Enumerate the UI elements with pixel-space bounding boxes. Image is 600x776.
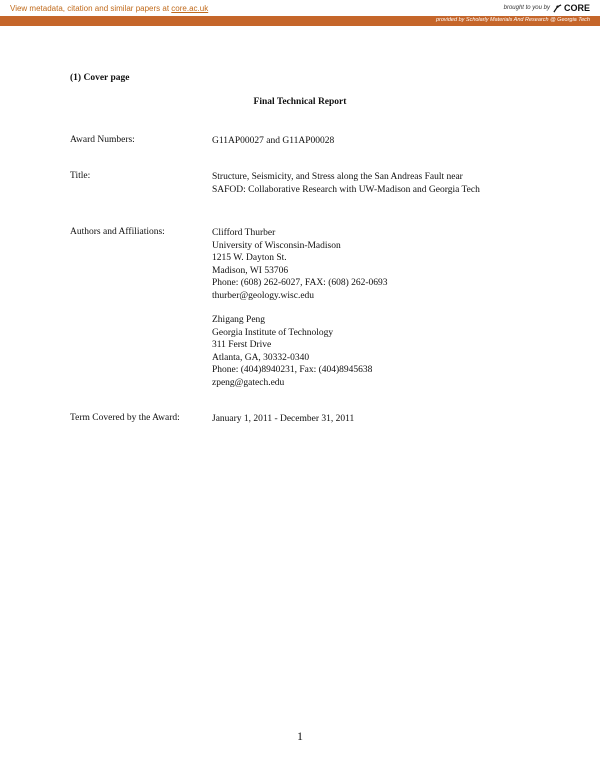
award-numbers-text: G11AP00027 and G11AP00028 bbox=[212, 136, 335, 146]
term-text: January 1, 2011 - December 31, 2011 bbox=[212, 414, 355, 424]
author-2-email[interactable]: zpeng@gatech.edu bbox=[212, 377, 285, 388]
author-1-email[interactable]: thurber@geology.wisc.edu bbox=[212, 290, 315, 301]
term-value bbox=[212, 413, 354, 426]
report-title: Final Technical Report bbox=[253, 97, 347, 107]
author-2-name: Zhigang Peng bbox=[212, 315, 266, 325]
authors-label: Authors and Affiliations: bbox=[70, 227, 165, 237]
author-2-affiliation: Georgia Institute of Technology bbox=[212, 327, 334, 338]
title-value bbox=[212, 171, 480, 196]
title-label: Title: bbox=[70, 171, 91, 181]
author-1-city: Madison, WI 53706 bbox=[212, 265, 289, 276]
award-numbers-value bbox=[212, 135, 334, 148]
core-link-url[interactable]: core.ac.uk bbox=[171, 4, 209, 13]
author-2-city: Atlanta, GA, 30332-0340 bbox=[212, 352, 310, 363]
author-1-affiliation: University of Wisconsin-Madison bbox=[212, 240, 341, 251]
author-2-street: 311 Ferst Drive bbox=[212, 340, 272, 350]
award-numbers-label: Award Numbers: bbox=[70, 135, 135, 145]
author-2-block bbox=[212, 314, 372, 389]
author-1-phone: Phone: (608) 262-6027, FAX: (608) 262-0693 bbox=[212, 278, 388, 288]
title-line: Structure, Seismicity, and Stress along the San Andreas Fault near bbox=[212, 172, 463, 182]
core-link-prefix: View metadata, citation and similar papers at bbox=[10, 4, 172, 13]
author-1-block bbox=[212, 227, 388, 302]
cover-page-label: (1) Cover page bbox=[70, 73, 130, 83]
core-provided-text: provided by Scholarly Materials And Research @ Georgia Tech bbox=[435, 17, 590, 23]
author-1-street: 1215 W. Dayton St. bbox=[212, 253, 287, 263]
author-1-name: Clifford Thurber bbox=[212, 228, 276, 238]
page-number: 1 bbox=[297, 729, 303, 743]
core-logo-text: CORE bbox=[563, 3, 590, 13]
term-label: Term Covered by the Award: bbox=[70, 413, 180, 423]
title-line: SAFOD: Collaborative Research with UW-Madison and Georgia Tech bbox=[212, 184, 480, 195]
author-2-phone: Phone: (404)8940231, Fax: (404)8945638 bbox=[212, 365, 373, 375]
core-brought-text: brought to you by bbox=[503, 5, 550, 11]
